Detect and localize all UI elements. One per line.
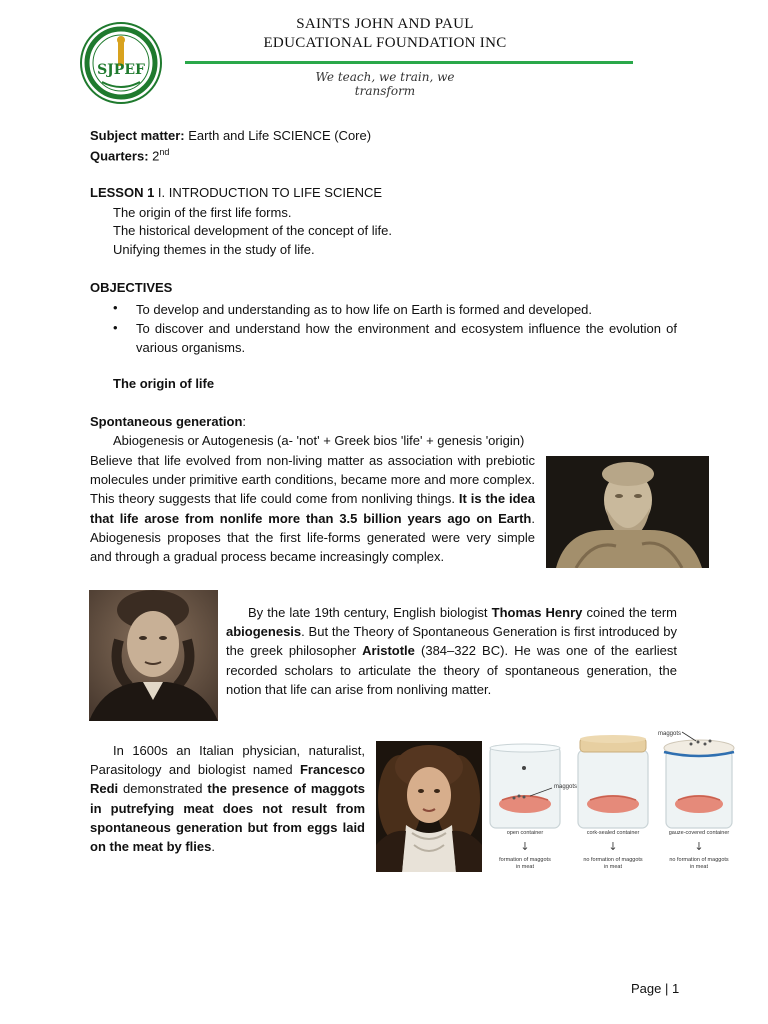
maggots-label-2: maggots — [658, 731, 682, 737]
abiogenesis-definition: Abiogenesis or Autogenesis (a- 'not' + Greek bios 'life' + genesis 'origin) — [113, 433, 525, 448]
jar-result: in meat — [515, 864, 535, 870]
aristotle-bust-image — [546, 456, 709, 568]
cork-sealed-jar — [578, 735, 648, 828]
redi-experiment-diagram — [486, 728, 736, 878]
quarters-value: 2 — [152, 148, 160, 164]
org-name-line2: EDUCATIONAL FOUNDATION INC — [263, 35, 507, 51]
redi-paragraph: In 1600s an Italian physician, naturalist, Parasitology and biologist named Francesco Redi demonstrated the presence of maggots in putrefying meat does not result from spontaneous generation but from eggs laid on the meat by flies. — [90, 743, 365, 855]
jar-result: formation of maggots — [499, 857, 551, 863]
jar-label: gauze-covered container — [668, 830, 730, 836]
tagline: We teach, we train, we transform — [315, 70, 455, 98]
org-name-line1: SAINTS JOHN AND PAUL — [296, 16, 474, 32]
lesson-topic: The origin of the first life forms. — [113, 205, 292, 220]
abiogenesis-paragraph: Believe that life evolved from non-living matter as association with prebiotic molecules under primitive earth conditions, became more and more complex. This theory suggests that life could come from nonliving things. It is the idea that life arose from nonlife more than 3.5 billion years ago on Earth. Abiogenesis proposes that the first life-forms generated were very simple and through a gradual process became increasingly complex. — [90, 453, 535, 565]
lesson-label: LESSON 1 — [90, 185, 155, 200]
jar-result: no formation of maggots — [583, 857, 643, 863]
thomas-henry-portrait-image — [89, 590, 218, 721]
jar-label: cork-sealed container — [586, 830, 640, 836]
gauze-covered-jar — [664, 732, 734, 828]
bullet-icon: • — [113, 300, 118, 315]
origin-heading: The origin of life — [113, 376, 215, 391]
maggots-label-1: maggots — [554, 784, 578, 790]
objective-item: To develop and understanding as to how life on Earth is formed and developed. — [136, 302, 593, 317]
objective-item: To discover and understand how the environment and ecosystem influence the evolution of various organisms. — [136, 321, 677, 355]
open-container-jar — [490, 744, 560, 828]
down-arrow-icon: ↓ — [608, 840, 618, 853]
down-arrow-icon: ↓ — [520, 840, 530, 853]
lesson-topic: Unifying themes in the study of life. — [113, 242, 315, 257]
quarters-label: Quarters: — [90, 148, 149, 164]
jar-result: no formation of maggots — [669, 857, 729, 863]
bullet-icon: • — [113, 320, 118, 335]
logo-text: SJPEF — [97, 62, 145, 78]
lesson-topic: The historical development of the concept of life. — [113, 223, 392, 238]
subject-value: Earth and Life SCIENCE (Core) — [188, 128, 372, 143]
objectives-heading: OBJECTIVES — [90, 280, 173, 295]
lesson-title: I. INTRODUCTION TO LIFE SCIENCE — [157, 185, 383, 200]
francesco-redi-portrait-image — [376, 741, 482, 872]
quarters-sup: nd — [159, 147, 170, 157]
down-arrow-icon: ↓ — [694, 840, 704, 853]
jar-result: in meat — [689, 864, 709, 870]
quarters-line — [90, 147, 169, 163]
jar-result: in meat — [603, 864, 623, 870]
subject-line — [90, 128, 371, 143]
page-number: Page | 1 — [631, 981, 680, 996]
jar-label: open container — [506, 830, 544, 836]
spontaneous-label: Spontaneous generation — [90, 414, 243, 429]
lesson-heading — [90, 185, 382, 200]
spontaneous-heading: Spontaneous generation: — [90, 414, 247, 429]
header-divider — [185, 61, 633, 64]
subject-label: Subject matter: — [90, 128, 185, 143]
school-logo — [80, 22, 162, 104]
thomas-henry-paragraph: By the late 19th century, English biologist Thomas Henry coined the term abiogenesis. But the Theory of Spontaneous Generation is first introduced by the greek philosopher Aristotle (384–322 BC). He was one of the earliest recorded scholars to articulate the theory of spontaneous generation, the notion that life can arise from nonliving matter. — [226, 605, 677, 697]
